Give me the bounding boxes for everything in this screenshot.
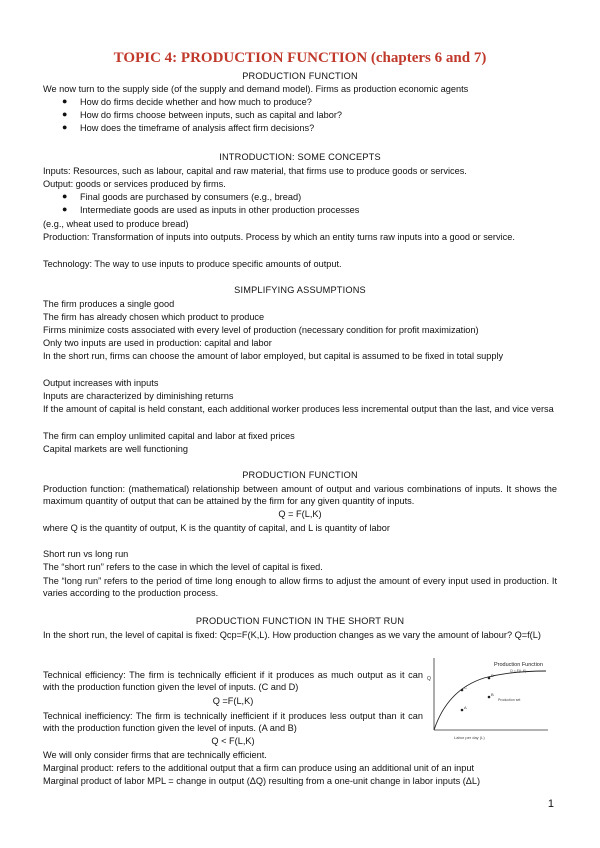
paragraph: The “long run” refers to the period of time long enough to allow firms to adjust the amount of every input used in production. It varies according to the production process. — [43, 576, 557, 599]
point-d — [488, 677, 491, 680]
curve-label: Production Function — [494, 662, 543, 668]
point-c — [461, 689, 464, 692]
section-heading: PRODUCTION FUNCTION — [242, 470, 358, 480]
paragraph: Technical inefficiency: The firm is technically inefficient if it produces less output than it can with the production function given the level of inputs. (A and B) — [43, 711, 423, 734]
point-c-label: C — [464, 685, 467, 690]
document-title: TOPIC 4: PRODUCTION FUNCTION (chapters 6 and 7) — [113, 50, 487, 66]
list-line: The firm can employ unlimited capital and labor at fixed prices — [43, 431, 295, 441]
list-line: Inputs are characterized by diminishing returns — [43, 391, 234, 401]
paragraph: Technology: The way to use inputs to produce specific amounts of output. — [43, 259, 342, 269]
paragraph: where Q is the quantity of output, K is the quantity of capital, and L is quantity of labor — [43, 523, 390, 533]
production-function-figure — [424, 652, 554, 742]
paragraph: Production function: (mathematical) relationship between amount of output and various combinations of inputs. It shows the maximum quantity of output that can be attained by the firm for any given quantity of inputs. — [43, 484, 557, 507]
bullet-icon: ● — [62, 122, 68, 132]
page-number: 1 — [547, 798, 554, 810]
section-heading: SIMPLIFYING ASSUMPTIONS — [234, 285, 366, 295]
production-curve — [434, 671, 546, 730]
section-heading: PRODUCTION FUNCTION — [242, 71, 358, 81]
list-item: Final goods are purchased by consumers (e.g., bread) — [80, 192, 302, 202]
point-d-label: D — [491, 673, 494, 678]
point-b — [488, 696, 491, 699]
y-axis-label: Q — [427, 676, 431, 682]
bullet-icon: ● — [62, 96, 68, 106]
list-item: Intermediate goods are used as inputs in other production processes — [80, 205, 360, 215]
list-line: Firms minimize costs associated with every level of production (necessary condition for profit maximization) — [43, 325, 479, 335]
bullet-icon: ● — [62, 191, 68, 201]
point-b-label: B — [491, 692, 494, 697]
paragraph: In the short run, the level of capital is fixed: Qcp=F(K,L). How production changes as we vary the amount of labour? Q=f(L) — [43, 630, 541, 640]
bullet-icon: ● — [62, 204, 68, 214]
list-line: Capital markets are well functioning — [43, 444, 189, 454]
list-line: The firm produces a single good — [43, 299, 175, 309]
paragraph: Marginal product: refers to the additional output that a firm can produce using an additional unit of an input — [43, 763, 475, 773]
point-a-label: A — [464, 705, 467, 710]
formula: Q = F(L,K) — [278, 509, 322, 519]
paragraph: Production: Transformation of inputs into outputs. Process by which an entity turns raw inputs into a good or service. — [43, 232, 515, 242]
paragraph: We will only consider firms that are technically efficient. — [43, 750, 267, 760]
paragraph: Output: goods or services produced by firms. — [43, 179, 226, 189]
paragraph: Marginal product of labor MPL = change in output (ΔQ) resulting from a one-unit change in labor inputs (ΔL) — [43, 776, 481, 786]
list-line: Only two inputs are used in production: capital and labor — [43, 338, 272, 348]
curve-sublabel: Q = F(L,K) — [510, 669, 527, 673]
formula: Q < F(L,K) — [211, 736, 255, 746]
x-axis-label: Labor per day (L) — [454, 735, 485, 740]
paragraph: We now turn to the supply side (of the supply and demand model). Firms as production economic agents — [43, 84, 469, 94]
paragraph: Inputs: Resources, such as labour, capital and raw material, that firms use to produce goods or services. — [43, 166, 467, 176]
paragraph: The “short run” refers to the case in which the level of capital is fixed. — [43, 562, 323, 572]
paragraph: Technical efficiency: The firm is technically efficient if it produces as much output as it can with the production function given the level of inputs. (C and D) — [43, 670, 423, 693]
section-heading: PRODUCTION FUNCTION IN THE SHORT RUN — [195, 616, 405, 626]
list-line: Output increases with inputs — [43, 378, 159, 388]
list-line: In the short run, firms can choose the amount of labor employed, but capital is assumed to be fixed in total supply — [43, 351, 504, 361]
formula: Q =F(L,K) — [212, 696, 254, 706]
list-item: How do firms decide whether and how much to produce? — [80, 97, 312, 107]
paragraph: If the amount of capital is held constant, each additional worker produces less incremental output than the last, and vice versa — [43, 404, 554, 414]
list-item: How do firms choose between inputs, such as capital and labor? — [80, 110, 342, 120]
list-item: How does the timeframe of analysis affect firm decisions? — [80, 123, 315, 133]
subheading: Short run vs long run — [43, 549, 129, 559]
point-a — [461, 709, 464, 712]
list-line: The firm has already chosen which product to produce — [43, 312, 265, 322]
paragraph: (e.g., wheat used to produce bread) — [43, 219, 189, 229]
region-label: Production set — [498, 698, 521, 702]
bullet-icon: ● — [62, 109, 68, 119]
section-heading: INTRODUCTION: SOME CONCEPTS — [219, 152, 381, 162]
